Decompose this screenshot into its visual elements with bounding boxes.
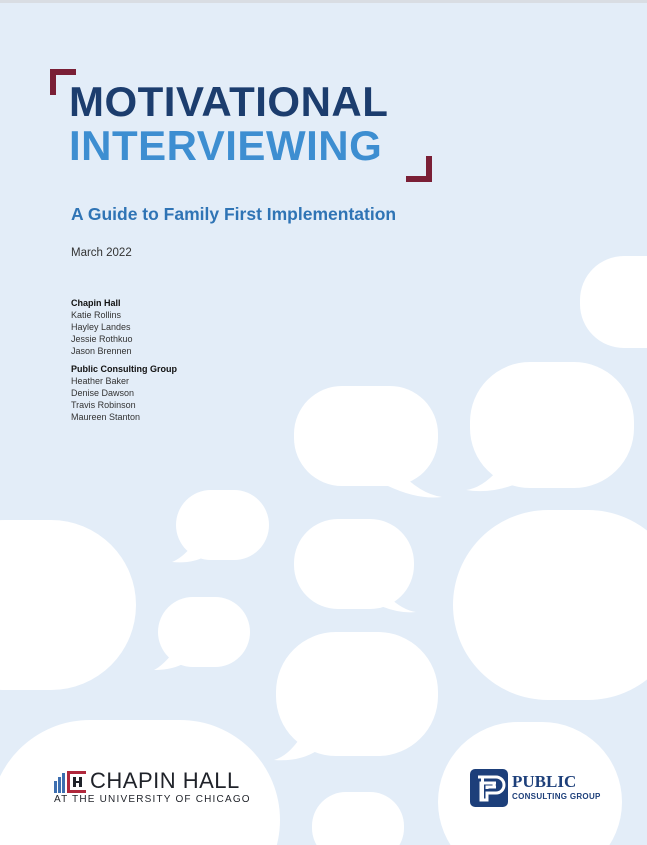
speech-bubble [580, 256, 647, 348]
speech-bubble [470, 362, 634, 488]
speech-bubble [294, 386, 438, 486]
author-name: Denise Dawson [71, 388, 135, 398]
author-name: Hayley Landes [71, 322, 131, 332]
author-group-chapin-hall [71, 297, 177, 357]
speech-bubble [276, 632, 438, 756]
author-name: Jessie Rothkuo [71, 334, 133, 344]
speech-bubble [312, 792, 404, 845]
speech-bubble [0, 520, 136, 690]
author-name: Katie Rollins [71, 310, 122, 320]
pcg-logo [470, 769, 620, 809]
title-line-2: INTERVIEWING [69, 122, 383, 169]
author-name: Heather Baker [71, 376, 130, 386]
title-bracket-bottom-right [406, 156, 432, 182]
pcg-tagline: CONSULTING GROUP [512, 792, 601, 801]
author-name: Maureen Stanton [71, 412, 141, 422]
publication-date: March 2022 [71, 247, 132, 259]
chapin-hall-wordmark: CHAPIN HALL [90, 768, 240, 793]
author-name: Travis Robinson [71, 400, 136, 410]
author-group-pcg [71, 363, 177, 423]
chapin-hall-logo-icon [54, 771, 88, 793]
pcg-column-icon [470, 769, 508, 807]
subtitle: A Guide to Family First Implementation [71, 204, 397, 224]
author-list [71, 297, 177, 423]
author-name: Jason Brennen [71, 346, 132, 356]
title-line-1: MOTIVATIONAL [69, 78, 389, 125]
author-org: Public Consulting Group [71, 364, 177, 374]
author-org: Chapin Hall [71, 298, 121, 308]
chapin-hall-tagline: AT THE UNIVERSITY OF CHICAGO [54, 794, 251, 805]
pcg-wordmark: PUBLIC [512, 772, 577, 791]
speech-bubble [453, 510, 647, 700]
chapin-hall-logo [54, 768, 251, 806]
speech-bubble [294, 519, 414, 609]
